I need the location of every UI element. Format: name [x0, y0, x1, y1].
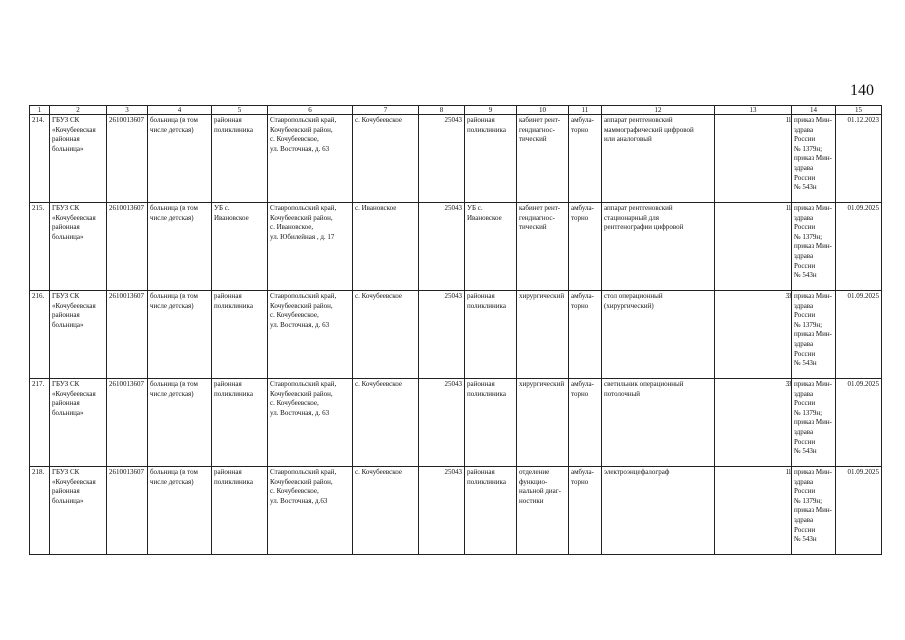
locality: с. Ивановское	[353, 203, 419, 291]
legal-basis-text: приказ Мин- здрава России № 1379н; приказ Мин- здрава России № 543н	[794, 116, 832, 192]
date: 01.09.2025	[836, 291, 882, 379]
org-type: больница (в том числе детская)	[148, 291, 212, 379]
org-type: больница (в том числе детская)	[148, 115, 212, 203]
column-number: 9	[465, 106, 517, 115]
okato-code: 25043	[419, 467, 465, 555]
subunit: районная поликлиника	[465, 467, 517, 555]
table-row	[30, 291, 882, 379]
org-code: 2610013607	[107, 115, 148, 203]
legal-basis	[788, 115, 836, 203]
subunit: районная поликлиника	[465, 291, 517, 379]
column-number: 15	[836, 106, 882, 115]
locality: с. Кочубеевское	[353, 291, 419, 379]
row-number: 218.	[30, 467, 50, 555]
okato-code: 25043	[419, 115, 465, 203]
legal-basis	[788, 203, 836, 291]
column-number: 11	[569, 106, 602, 115]
care-mode: амбула- торно	[569, 467, 602, 555]
okato-code: 25043	[419, 203, 465, 291]
unit-name: районная поликлиника	[212, 291, 268, 379]
legal-basis-text: приказ Мин- здрава России № 1379н; приказ Мин- здрава России № 543н	[794, 468, 832, 544]
room: отделение функцио- нальной диаг- ностики	[517, 467, 569, 555]
legal-basis-text: приказ Мин- здрава России № 1379н; приказ Мин- здрава России № 543н	[794, 380, 832, 456]
legal-basis-text: приказ Мин- здрава России № 1379н; приказ Мин- здрава России № 543н	[794, 204, 832, 280]
column-number: 12	[602, 106, 715, 115]
column-number: 3	[107, 106, 148, 115]
column-number: 5	[212, 106, 268, 115]
equipment: аппарат рентгеновский маммографический цифровой или аналоговый	[602, 115, 715, 203]
row-number: 216.	[30, 291, 50, 379]
date: 01.09.2025	[836, 203, 882, 291]
row-number: 217.	[30, 379, 50, 467]
organization-name: ГБУЗ СК «Кочубеевская районная больница»	[50, 203, 107, 291]
quantity-a: 3	[715, 379, 792, 467]
row-number: 214.	[30, 115, 50, 203]
equipment-register-table	[29, 105, 882, 555]
column-number: 10	[517, 106, 569, 115]
org-code: 2610013607	[107, 467, 148, 555]
unit-name: районная поликлиника	[212, 115, 268, 203]
organization-name: ГБУЗ СК «Кочубеевская районная больница»	[50, 291, 107, 379]
quantity-b: 1	[788, 116, 792, 124]
date: 01.09.2025	[836, 379, 882, 467]
quantity-a: 1	[715, 203, 792, 291]
quantity-b: 1	[788, 204, 792, 212]
org-code: 2610013607	[107, 203, 148, 291]
column-number-row	[30, 106, 882, 115]
row-number: 215.	[30, 203, 50, 291]
locality: с. Кочубеевское	[353, 115, 419, 203]
organization-name: ГБУЗ СК «Кочубеевская районная больница»	[50, 379, 107, 467]
table-row	[30, 379, 882, 467]
address: Ставропольский край, Кочубеевский район, с. Кочубеевское, ул. Восточная, д.63	[268, 467, 353, 555]
quantity-b: 1	[788, 468, 792, 476]
equipment: аппарат рентгеновский стационарный для рентгенографии цифровой	[602, 203, 715, 291]
room: кабинет рент- гендиагнос- тический	[517, 115, 569, 203]
unit-name: районная поликлиника	[212, 379, 268, 467]
org-type: больница (в том числе детская)	[148, 379, 212, 467]
legal-basis	[788, 467, 836, 555]
address: Ставропольский край, Кочубеевский район, с. Кочубеевское, ул. Восточная, д. 63	[268, 115, 353, 203]
room: хирургический	[517, 379, 569, 467]
quantity-b: 3	[788, 380, 792, 388]
organization-name: ГБУЗ СК «Кочубеевская районная больница»	[50, 115, 107, 203]
org-code: 2610013607	[107, 291, 148, 379]
quantity-a: 1	[715, 115, 792, 203]
column-number: 14	[792, 106, 836, 115]
room: хирургический	[517, 291, 569, 379]
address: Ставропольский край, Кочубеевский район, с. Кочубеевское, ул. Восточная, д. 63	[268, 379, 353, 467]
column-number: 4	[148, 106, 212, 115]
table-row	[30, 203, 882, 291]
subunit: УБ с. Ивановское	[465, 203, 517, 291]
column-number: 2	[50, 106, 107, 115]
equipment: электроэнцефалограф	[602, 467, 715, 555]
org-type: больница (в том числе детская)	[148, 467, 212, 555]
table-row	[30, 115, 882, 203]
locality: с. Кочубеевское	[353, 379, 419, 467]
okato-code: 25043	[419, 379, 465, 467]
address: Ставропольский край, Кочубеевский район, с. Кочубеевское, ул. Восточная, д. 63	[268, 291, 353, 379]
org-type: больница (в том числе детская)	[148, 203, 212, 291]
quantity-b: 3	[788, 292, 792, 300]
legal-basis-text: приказ Мин- здрава России № 1379н; приказ Мин- здрава России № 543н	[794, 292, 832, 368]
unit-name: УБ с. Ивановское	[212, 203, 268, 291]
address: Ставропольский край, Кочубеевский район, с. Ивановское, ул. Юбилейная , д. 17	[268, 203, 353, 291]
column-number: 1	[30, 106, 50, 115]
subunit: районная поликлиника	[465, 115, 517, 203]
unit-name: районная поликлиника	[212, 467, 268, 555]
okato-code: 25043	[419, 291, 465, 379]
column-number: 7	[353, 106, 419, 115]
equipment: стол операционный (хирургический)	[602, 291, 715, 379]
date: 01.12.2023	[836, 115, 882, 203]
org-code: 2610013607	[107, 379, 148, 467]
care-mode: амбула- торно	[569, 115, 602, 203]
column-number: 8	[419, 106, 465, 115]
locality: с. Кочубеевское	[353, 467, 419, 555]
legal-basis	[788, 379, 836, 467]
subunit: районная поликлиника	[465, 379, 517, 467]
legal-basis	[788, 291, 836, 379]
room: кабинет рент- гендиагнос- тический	[517, 203, 569, 291]
table-row	[30, 467, 882, 555]
quantity-a: 1	[715, 467, 792, 555]
column-number: 6	[268, 106, 353, 115]
care-mode: амбула- торно	[569, 203, 602, 291]
care-mode: амбула- торно	[569, 291, 602, 379]
equipment: светильник операционный потолочный	[602, 379, 715, 467]
page-number: 140	[850, 82, 874, 99]
column-number: 13	[715, 106, 792, 115]
organization-name: ГБУЗ СК «Кочубеевская районная больница»	[50, 467, 107, 555]
care-mode: амбула- торно	[569, 379, 602, 467]
date: 01.09.2025	[836, 467, 882, 555]
quantity-a: 3	[715, 291, 792, 379]
